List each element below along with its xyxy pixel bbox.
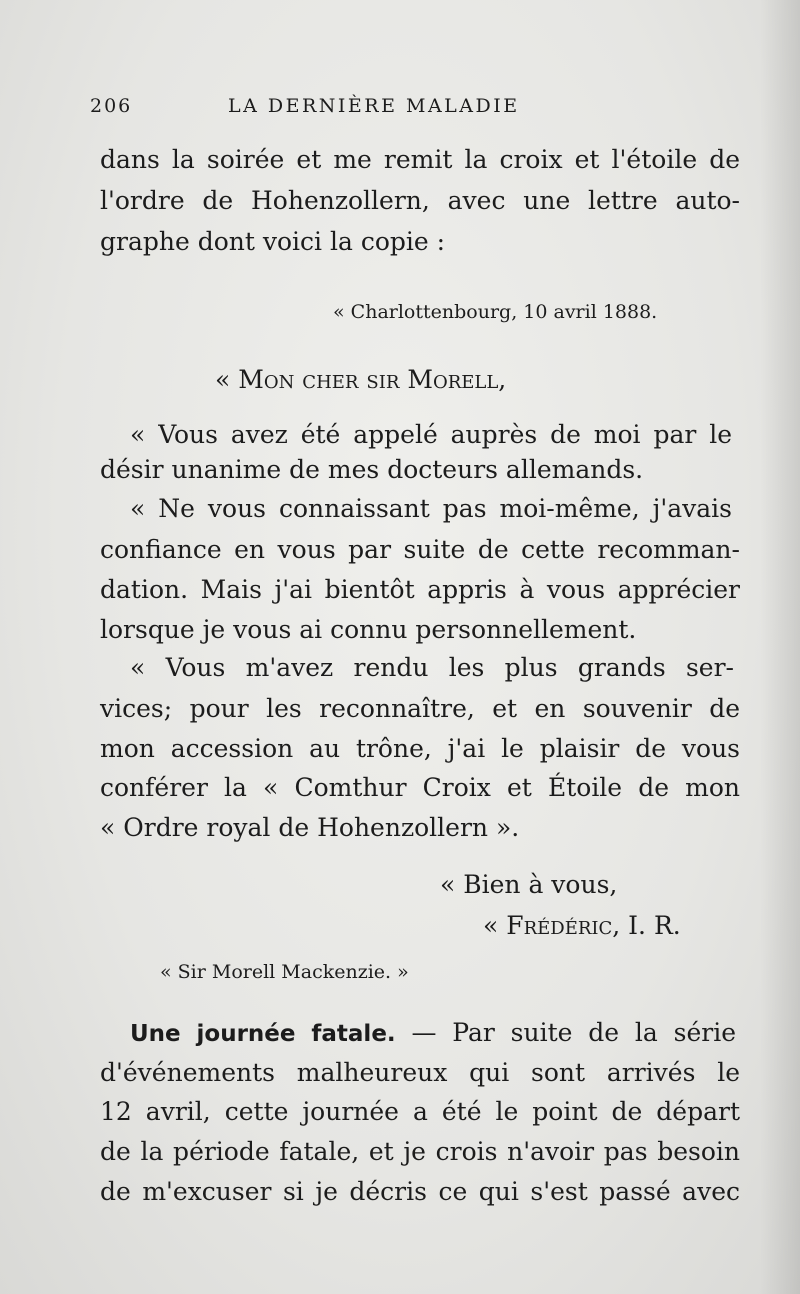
text-line: de m'excuser si je décris ce qui s'est passé avec <box>100 1177 740 1206</box>
letter-closing: « Bien à vous, <box>440 870 618 899</box>
text-line: dans la soirée et me remit la croix et l'étoile de <box>100 145 740 174</box>
text-line: dation. Mais j'ai bientôt appris à vous apprécier <box>100 575 740 604</box>
page-number: 206 <box>90 95 133 117</box>
text-line: « Vous avez été appelé auprès de moi par le <box>130 420 732 449</box>
text-line: « Ordre royal de Hohenzollern ». <box>100 813 520 842</box>
text-line: graphe dont voici la copie : <box>100 227 446 256</box>
text-line: confiance en vous par suite de cette recomman- <box>100 535 740 564</box>
section-first-line <box>130 1018 736 1049</box>
text-line: vices; pour les reconnaître, et en souvenir de <box>100 694 740 723</box>
text-line: « Vous m'avez rendu les plus grands ser- <box>130 653 734 682</box>
text-line: l'ordre de Hohenzollern, avec une lettre auto- <box>100 186 740 215</box>
text-line: « Ne vous connaissant pas moi-même, j'avais <box>130 494 732 523</box>
text-line: lorsque je vous ai connu personnellement. <box>100 615 637 644</box>
text-line: d'événements malheureux qui sont arrivés le <box>100 1058 740 1087</box>
letter-salutation: « Mon cher sir Morell, <box>215 365 507 394</box>
text-line: conférer la « Comthur Croix et Étoile de mon <box>100 773 740 802</box>
text-line: de la période fatale, et je crois n'avoir pas besoin <box>100 1137 740 1166</box>
letter-signature: « Frédéric, I. R. <box>483 911 681 940</box>
section-heading: Une journée fatale. <box>130 1021 396 1047</box>
page-edge-shadow <box>760 0 800 1294</box>
running-title: LA DERNIÈRE MALADIE <box>228 95 520 117</box>
text-line: désir unanime de mes docteurs allemands. <box>100 455 644 484</box>
letter-addressee: « Sir Morell Mackenzie. » <box>160 961 409 983</box>
text-line: 12 avril, cette journée a été le point de départ <box>100 1097 740 1126</box>
text-line: mon accession au trône, j'ai le plaisir de vous <box>100 734 740 763</box>
letter-dateline: « Charlottenbourg, 10 avril 1888. <box>333 301 658 323</box>
section-first-line-rest: — Par suite de la série <box>395 1018 736 1047</box>
